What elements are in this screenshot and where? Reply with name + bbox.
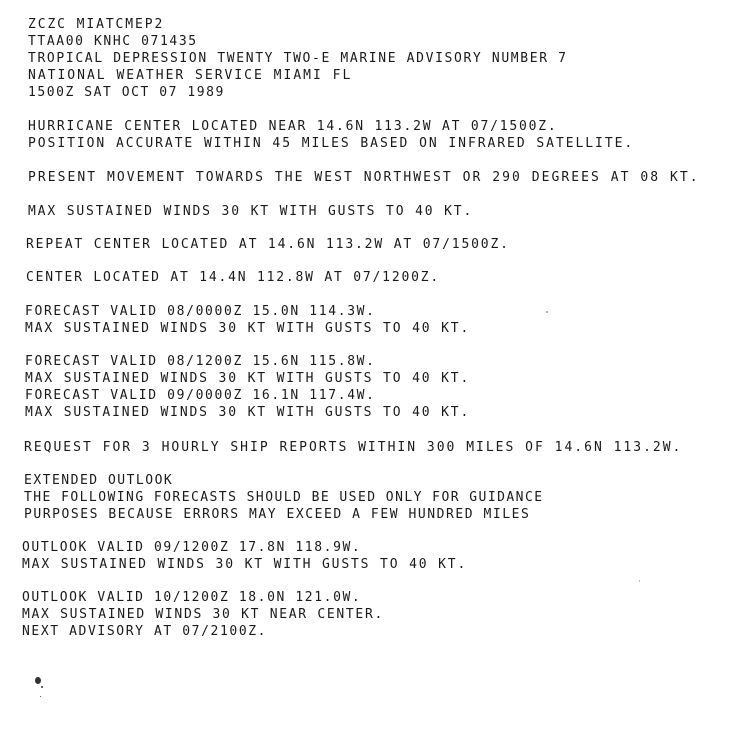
outlook-1-winds: MAX SUSTAINED WINDS 30 KT WITH GUSTS TO 40 KT. [22, 557, 468, 572]
ship-report-request: REQUEST FOR 3 HOURLY SHIP REPORTS WITHIN 300 MILES OF 14.6N 113.2W. [24, 440, 683, 455]
forecast-1-valid: FORECAST VALID 08/0000Z 15.0N 114.3W. [25, 304, 376, 319]
forecast-2-valid: FORECAST VALID 08/1200Z 15.6N 115.8W. [25, 354, 376, 369]
forecast-1-winds: MAX SUSTAINED WINDS 30 KT WITH GUSTS TO 40 KT. [25, 321, 471, 336]
center-location: HURRICANE CENTER LOCATED NEAR 14.6N 113.2W AT 07/1500Z. [28, 119, 558, 134]
prior-center: CENTER LOCATED AT 14.4N 112.8W AT 07/1200Z. [26, 270, 440, 285]
forecast-3-winds: MAX SUSTAINED WINDS 30 KT WITH GUSTS TO 40 KT. [25, 405, 471, 420]
forecast-2-winds: MAX SUSTAINED WINDS 30 KT WITH GUSTS TO 40 KT. [25, 371, 471, 386]
extended-outlook-title: EXTENDED OUTLOOK [24, 473, 174, 488]
advisory-title: TROPICAL DEPRESSION TWENTY TWO-E MARINE ADVISORY NUMBER 7 [28, 51, 568, 66]
header-line-2: TTAA00 KNHC 071435 [28, 34, 198, 49]
repeat-center: REPEAT CENTER LOCATED AT 14.6N 113.2W AT 07/1500Z. [26, 237, 510, 252]
outlook-1-valid: OUTLOOK VALID 09/1200Z 17.8N 118.9W. [22, 540, 362, 555]
scan-speck [546, 311, 548, 313]
scan-speck [639, 580, 640, 582]
position-accuracy: POSITION ACCURATE WITHIN 45 MILES BASED ON INFRARED SATELLITE. [28, 136, 635, 151]
forecast-3-valid: FORECAST VALID 09/0000Z 16.1N 117.4W. [25, 388, 376, 403]
outlook-2-winds: MAX SUSTAINED WINDS 30 KT NEAR CENTER. [22, 607, 385, 622]
scan-speck [35, 677, 41, 684]
present-movement: PRESENT MOVEMENT TOWARDS THE WEST NORTHWEST OR 290 DEGREES AT 08 KT. [28, 170, 700, 185]
scan-speck [40, 696, 41, 697]
extended-outlook-note-1: THE FOLLOWING FORECASTS SHOULD BE USED ONLY FOR GUIDANCE [24, 490, 544, 505]
scan-speck [41, 686, 43, 688]
header-line-1: ZCZC MIATCMEP2 [28, 17, 165, 32]
next-advisory: NEXT ADVISORY AT 07/2100Z. [22, 624, 268, 639]
max-winds: MAX SUSTAINED WINDS 30 KT WITH GUSTS TO 40 KT. [28, 204, 474, 219]
issue-time: 1500Z SAT OCT 07 1989 [28, 85, 225, 100]
outlook-2-valid: OUTLOOK VALID 10/1200Z 18.0N 121.0W. [22, 590, 362, 605]
issuing-office: NATIONAL WEATHER SERVICE MIAMI FL [28, 68, 353, 83]
extended-outlook-note-2: PURPOSES BECAUSE ERRORS MAY EXCEED A FEW HUNDRED MILES [24, 507, 531, 522]
